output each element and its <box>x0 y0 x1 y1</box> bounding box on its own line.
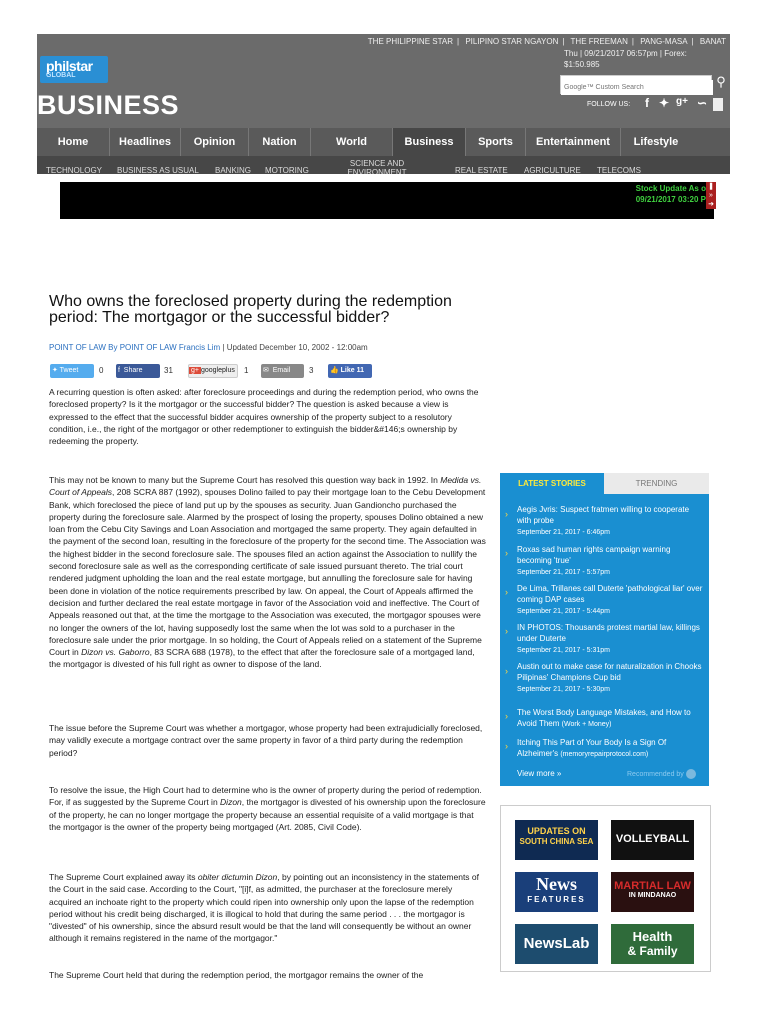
follow-label: FOLLOW US: <box>587 101 631 108</box>
stock-update-label: Stock Update As o <box>635 184 706 193</box>
chevron-right-icon: › <box>505 548 508 558</box>
search-icon[interactable]: ⚲ <box>716 74 726 89</box>
article-headline: Who owns the foreclosed property during the redemption period: The mortgagor or the successful bidder? <box>49 293 452 326</box>
promo-line: UPDATES ON <box>527 826 586 836</box>
chevron-right-icon: › <box>505 666 508 676</box>
sponsored-source: (Work + Money) <box>561 721 612 729</box>
paragraph-text: , 83 SCRA 688 (1978), to the effect that after the foreclosure sale of a mortgaged land, the mortgagor is divested of his full right as owner to dispose of the land. <box>49 647 475 670</box>
recommended-by-label: Recommended by <box>627 770 684 778</box>
date-forex <box>564 48 724 70</box>
top-link[interactable]: PANG-MASA <box>640 37 688 46</box>
byline-updated: | Updated December 10, 2002 - 12:00am <box>222 343 368 352</box>
googleplus-label: googleplus <box>200 367 235 374</box>
case-citation: Medida vs. Court of Appeals <box>49 475 482 498</box>
byline-author[interactable]: POINT OF LAW Francis Lim <box>119 343 221 352</box>
legal-term: obiter dictum <box>197 872 247 882</box>
nav-nation[interactable]: Nation <box>249 128 311 156</box>
subnav-item[interactable]: SCIENCE AND ENVIRONMENT <box>347 159 407 174</box>
paragraph-text: The Supreme Court explained away its <box>49 872 196 882</box>
article-paragraph: The issue before the Supreme Court was whether a mortgagor, whose property had been extrajudicially foreclosed, may validly execute a mortgage contract over the same property in favor of a third party during the redemption period? <box>49 723 483 758</box>
promo-line: & Family <box>627 944 678 958</box>
story-date: September 21, 2017 - 6:46pm <box>517 528 611 536</box>
date-forex-line: Thu | 09/21/2017 06:57pm | Forex: <box>564 49 687 58</box>
email-label: Email <box>272 367 291 374</box>
chevron-right-icon: › <box>505 711 508 721</box>
subnav-item[interactable]: MOTORING <box>265 166 309 174</box>
tab-trending[interactable]: TRENDING <box>604 473 709 494</box>
chevron-right-icon: › <box>505 626 508 636</box>
article-paragraph <box>49 871 486 945</box>
article-paragraph: A recurring question is often asked: after foreclosure proceedings and during the redemption period, who owns the foreclosed property? Is it the mortgagor or the successful bidder? The question is asked because a view is expressed to the effect that the successful bidder acquires ownership of the property subject to a resolutory condition, i.e., the right of the mortgagor or other redemptioner to extinguish the bidder&#146;s ownership by redeeming the property. <box>49 387 479 447</box>
promo-health-family[interactable] <box>611 924 694 964</box>
chevron-right-icon: › <box>505 741 508 751</box>
subnav-item[interactable]: BANKING <box>215 166 252 174</box>
top-link[interactable]: BANAT <box>699 37 726 46</box>
paragraph-text: , by pointing out an inconsistency in the statements of the Court in the said case. According to the Court, "[i]f, as admitted, the purchaser at the foreclosure merely acquired an inchoate right to the property which could ripen into ownership only upon the lapse of the redemption period without his credit being discharged, it is illogical to hold that during the same period . . . the mortgagor is "divested" of his ownership, since the absurd result would be that the land will consequently be without an owner although it remains registered in the name of the mortgagor." <box>49 872 480 944</box>
nav-opinion[interactable]: Opinion <box>181 128 249 156</box>
subnav-item[interactable]: BUSINESS AS USUAL <box>117 166 199 174</box>
paragraph-text: This may not be known to many but the Supreme Court has resolved this question way back in 1992. In <box>49 475 438 485</box>
email-count: 3 <box>309 366 314 375</box>
sponsored-title: Itching This Part of Your Body Is a Sign Of Alzheimer's <box>517 738 667 759</box>
story-title: Aegis Jvris: Suspect fratmen willing to cooperate with probe <box>517 505 690 526</box>
paragraph-text: , 208 SCRA 887 (1992), spouses Dolino failed to pay their mortgage loan to the Cebu Development Bank, which foreclosed the piece of land put up by the spouses as security. Juan Gandioncho purchased the property during the foreclosure sale. Alarmed by the prospect of losing the property, spouses Dolino obtained a new loan from the Cebu City Savings and Loan Association and mortgaged the same property. They again defaulted in the payment of the second loan, resulting in the foreclosure of the property for the second time. The Association was the highest bidder in the second foreclosure sale. The spouses filed an action against the Association to nullify the second foreclosure sale as well as the corresponding certificate of sale issued pursuant thereto. The trial court rendered judgment upholding the loan and the real estate mortgage, but annulling the foreclosure sale for having been done in violation of the notice requirements prescribed by law. On appeal, the Court of Appeals affirmed the decision and further declared the real estate mortgage in favor of the Association void and ineffective. The Court of Appeals reasoned out that, at the time the mortgage to the Association was executed, the mortgagor spouses were no longer the owners of the lot, having supposedly lost the same when the lot was sold to a purchaser in the foreclosure sale under the prior mortgage. In so holding, the Court of Appeals relied on a statement of the Supreme Court in <box>49 487 486 658</box>
facebook-icon: f <box>117 367 120 374</box>
sub-nav <box>37 156 730 174</box>
byline-by: By <box>108 343 118 352</box>
stock-ticker <box>60 182 714 219</box>
philstar-logo[interactable] <box>40 56 108 83</box>
top-links: THE PHILIPPINE STAR | PILIPINO STAR NGAYON | THE FREEMAN | PANG-MASA | BANAT <box>367 37 726 46</box>
sponsored-title: The Worst Body Language Mistakes, and How to Avoid Them <box>517 708 691 729</box>
story-title: Roxas sad human rights campaign warning becoming 'true' <box>517 545 671 566</box>
main-nav <box>37 128 730 156</box>
story-tabs <box>500 473 709 494</box>
promo-tiles <box>500 805 711 972</box>
nav-lifestyle[interactable]: Lifestyle <box>633 136 679 148</box>
subnav-item[interactable]: TELECOMS <box>597 166 642 174</box>
story-date: September 21, 2017 - 5:44pm <box>517 607 611 615</box>
view-more-link[interactable]: View more » <box>517 769 562 778</box>
googleplus-button[interactable] <box>188 364 238 378</box>
sponsored-source: (memoryrepairprotocol.com) <box>560 751 649 759</box>
recommended-by[interactable] <box>627 769 696 779</box>
story-link[interactable] <box>517 583 703 617</box>
story-title: IN PHOTOS: Thousands protest martial law, killings under Duterte <box>517 623 700 644</box>
like-label: Like 11 <box>340 367 364 374</box>
twitter-icon[interactable]: ✦ <box>658 96 670 110</box>
promo-newslab[interactable] <box>515 924 598 964</box>
nav-sports[interactable]: Sports <box>466 128 526 156</box>
case-citation: Dizon <box>255 872 278 882</box>
promo-line: FEATURES <box>527 895 586 904</box>
promo-south-china-sea[interactable] <box>515 820 598 860</box>
story-link[interactable] <box>517 622 703 656</box>
ticker-controls-icon[interactable]: ❚ » ➜ <box>706 182 716 209</box>
twitter-icon: ✦ <box>51 367 58 374</box>
article-paragraph <box>49 784 486 833</box>
sponsored-link[interactable] <box>517 737 703 761</box>
subnav-item[interactable]: REAL ESTATE <box>455 166 508 174</box>
promo-martial-law[interactable] <box>611 872 694 912</box>
top-link[interactable]: THE PHILIPPINE STAR <box>367 37 453 46</box>
paragraph-text: To resolve the issue, the High Court had to determine who is the owner of property during the period of redemption. For, if as suggested by the Supreme Court in <box>49 785 482 808</box>
story-title: Austin out to make case for naturalization in Chooks Pilipinas' Champions Cup bid <box>517 662 702 683</box>
nav-entertainment[interactable]: Entertainment <box>526 128 621 156</box>
tweet-count: 0 <box>99 366 104 375</box>
story-link[interactable] <box>517 504 703 538</box>
share-label: Share <box>123 367 143 374</box>
case-citation: Dizon <box>220 797 242 808</box>
story-link[interactable] <box>517 544 703 578</box>
article-paragraph: The Supreme Court held that during the redemption period, the mortgagor remains the owner of the <box>49 970 424 980</box>
nav-home[interactable]: Home <box>37 128 110 156</box>
paragraph-text: in <box>246 872 254 882</box>
story-date: September 21, 2017 - 5:30pm <box>517 685 611 693</box>
promo-line: Health <box>632 929 673 944</box>
sponsored-link[interactable] <box>517 707 703 731</box>
search-input[interactable] <box>561 80 713 95</box>
mobile-icon[interactable] <box>713 98 723 111</box>
email-icon: ✉ <box>262 367 269 374</box>
top-link[interactable]: PILIPINO STAR NGAYON <box>465 37 559 46</box>
logo-text: philstar <box>46 58 93 74</box>
article-paragraph <box>49 474 486 671</box>
facebook-icon[interactable]: f <box>645 96 649 110</box>
rss-icon[interactable]: ∽ <box>696 96 708 110</box>
facebook-share-button[interactable] <box>116 364 160 378</box>
tab-latest-stories[interactable]: LATEST STORIES <box>518 479 586 488</box>
chevron-right-icon: › <box>505 509 508 519</box>
latest-stories-widget <box>500 473 709 786</box>
subnav-item[interactable]: AGRICULTURE <box>524 166 581 174</box>
promo-line: News <box>536 874 577 894</box>
story-date: September 21, 2017 - 5:31pm <box>517 646 611 654</box>
promo-volleyball[interactable] <box>611 820 694 860</box>
promo-line: IN MINDANAO <box>628 892 677 899</box>
subnav-item[interactable]: TECHNOLOGY <box>46 166 103 174</box>
section-title: BUSINESS <box>37 90 180 120</box>
googleplus-icon: g+ <box>191 367 199 374</box>
story-link[interactable] <box>517 661 703 695</box>
promo-line: NewsLab <box>523 935 590 952</box>
promo-news-features[interactable] <box>515 872 598 912</box>
share-count: 31 <box>164 366 173 375</box>
googleplus-icon[interactable]: g+ <box>676 96 688 107</box>
facebook-like-button[interactable] <box>328 364 372 378</box>
paragraph-text: , the mortgagor is divested of his ownership upon the foreclosure of the property, he can no longer mortgage the property because an essential requisite of a valid mortgage is that the mortgagor is the owner of the property being mortgaged (Art. 2085, Civil Code). <box>49 797 486 832</box>
byline <box>49 343 368 352</box>
promo-line: SOUTH CHINA SEA <box>519 837 594 846</box>
logo-subtext: GLOBAL <box>46 72 76 79</box>
tweet-button[interactable] <box>50 364 94 378</box>
thumbs-up-icon: 👍 <box>329 367 339 374</box>
googleplus-count: 1 <box>244 366 249 375</box>
byline-section[interactable]: POINT OF LAW <box>49 343 106 352</box>
tweet-label: Tweet <box>59 367 79 374</box>
stock-update-time: 09/21/2017 03:20 P <box>635 195 706 204</box>
case-citation: Dizon vs. Gaborro <box>81 647 150 658</box>
story-date: September 21, 2017 - 5:57pm <box>517 568 611 576</box>
forex-value: $1:50.985 <box>564 60 600 69</box>
search-box <box>560 75 712 94</box>
nav-business[interactable]: Business <box>393 128 466 156</box>
chevron-right-icon: › <box>505 587 508 597</box>
nav-headlines[interactable]: Headlines <box>110 128 181 156</box>
email-share-button[interactable] <box>261 364 304 378</box>
nav-world[interactable]: World <box>311 128 393 156</box>
promo-line: MARTIAL LAW <box>614 880 691 892</box>
outbrain-icon <box>686 769 696 779</box>
promo-line: VOLLEYBALL <box>615 833 690 845</box>
top-link[interactable]: THE FREEMAN <box>570 37 628 46</box>
story-title: De Lima, Trillanes call Duterte 'pathological liar' over coming DAP cases <box>517 584 703 605</box>
